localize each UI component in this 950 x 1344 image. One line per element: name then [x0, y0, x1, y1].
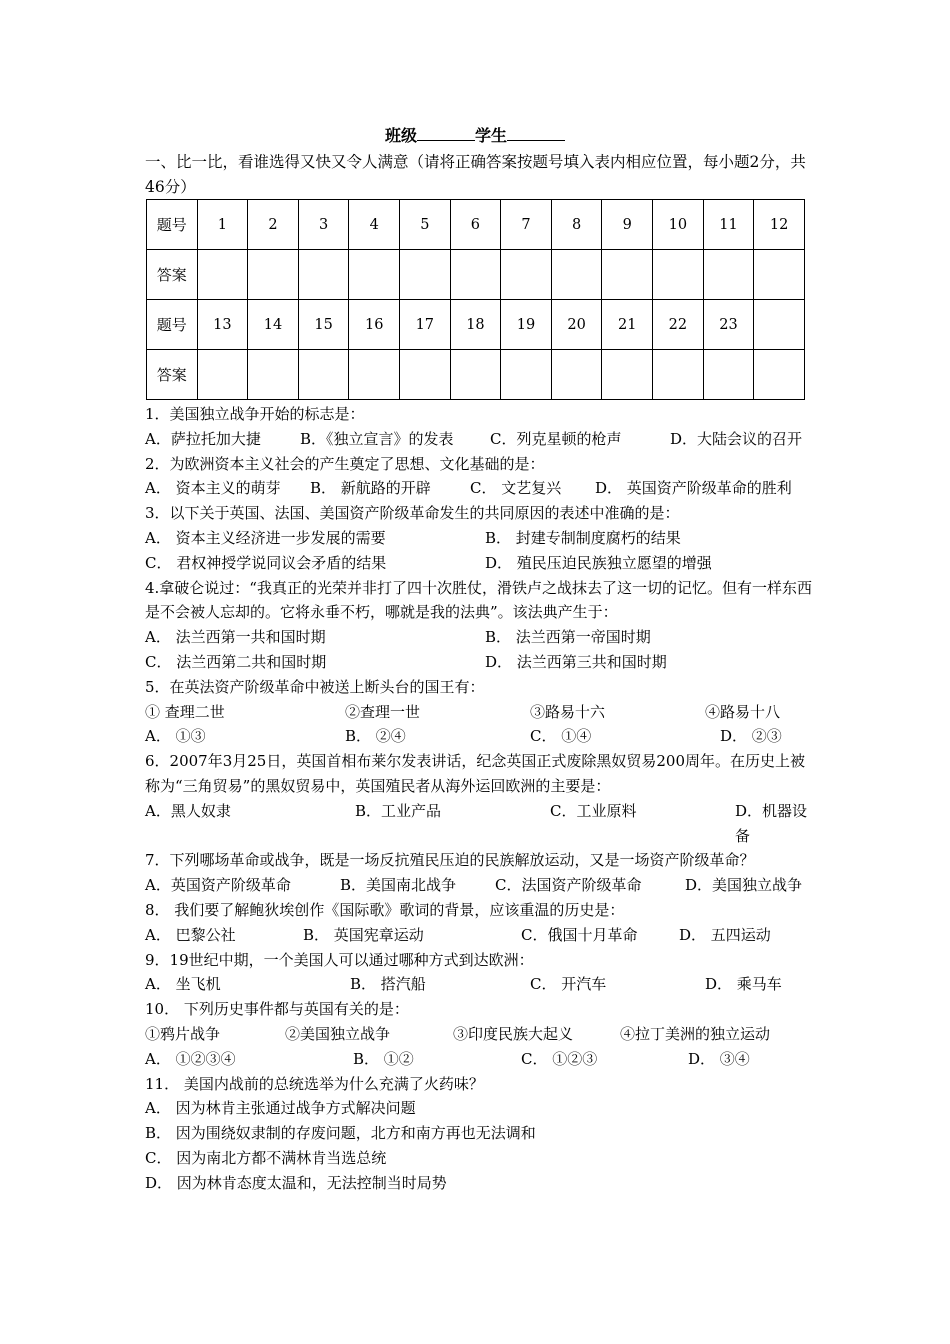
- choice-4: ④路易十八: [705, 702, 781, 721]
- answer-cell[interactable]: [400, 250, 451, 300]
- table-cell: 16: [349, 300, 400, 350]
- options-row: [145, 1047, 815, 1072]
- option-b: B． ①②: [353, 1049, 414, 1068]
- option-b: B． 法兰西第一帝国时期: [485, 628, 651, 647]
- question-stem: 3．以下关于英国、法国、美国资产阶级革命发生的共同原因的表述中准确的是：: [145, 504, 680, 523]
- table-cell: 8: [551, 200, 602, 250]
- option-a: A． ①③: [145, 727, 206, 746]
- table-cell: 13: [197, 300, 248, 350]
- option-d: D． 因为林肯态度太温和，无法控制当时局势: [145, 1173, 447, 1192]
- options-row: [145, 873, 815, 898]
- option-c: C．列克星顿的枪声: [490, 429, 622, 448]
- question-stem: 11． 美国内战前的总统选举为什么充满了火药味？: [145, 1074, 484, 1093]
- question-stem: 7．下列哪场革命或战争，既是一场反抗殖民压迫的民族解放运动，又是一场资产阶级革命？: [145, 851, 755, 870]
- answer-cell[interactable]: [400, 350, 451, 400]
- answer-cell[interactable]: [703, 250, 754, 300]
- table-cell: 2: [248, 200, 299, 250]
- answer-cell[interactable]: [703, 350, 754, 400]
- answer-cell[interactable]: [754, 350, 805, 400]
- option-b: B．工业产品: [355, 801, 442, 820]
- choice-4: ④拉丁美洲的独立运动: [620, 1024, 771, 1043]
- table-row: [147, 250, 805, 300]
- option-a: A． 资本主义经济进一步发展的需要: [145, 528, 386, 547]
- table-cell: 15: [298, 300, 349, 350]
- choices-row: [145, 700, 815, 725]
- table-cell: 4: [349, 200, 400, 250]
- options-row: [145, 724, 815, 749]
- option-c: C．法国资产阶级革命: [495, 876, 642, 895]
- option-a: A．英国资产阶级革命: [145, 876, 291, 895]
- row-label-number: 题号: [147, 200, 198, 250]
- option-b: B． 新航路的开辟: [310, 479, 431, 498]
- section-instructions: 一、比一比，看谁选得又快又令人满意（请将正确答案按题号填入表内相应位置，每小题2分，共46分）: [145, 153, 806, 196]
- table-row: [147, 350, 805, 400]
- option-a: A． 坐飞机: [145, 975, 221, 994]
- table-cell: 22: [653, 300, 704, 350]
- option-b: B．《独立宣言》的发表: [300, 429, 454, 448]
- table-cell: 18: [450, 300, 501, 350]
- choice-2: ②美国独立战争: [285, 1024, 391, 1043]
- table-cell: 17: [400, 300, 451, 350]
- answer-cell[interactable]: [501, 250, 552, 300]
- option-b: B． 英国宪章运动: [303, 925, 424, 944]
- option-a: A．黑人奴隶: [145, 801, 231, 820]
- answer-table: [146, 199, 805, 400]
- answer-cell[interactable]: [551, 250, 602, 300]
- option-c: C．工业原料: [550, 801, 637, 820]
- question-stem: 4.拿破仑说过：“我真正的光荣并非打了四十次胜仗，滑铁卢之战抹去了这一切的记忆。但有一样东西是不会被人忘却的。它将永垂不朽，哪就是我的法典”。该法典产生于：: [145, 578, 812, 622]
- row-label-answer: 答案: [147, 250, 198, 300]
- answer-cell[interactable]: [450, 250, 501, 300]
- table-cell: 19: [501, 300, 552, 350]
- answer-cell[interactable]: [349, 250, 400, 300]
- choice-3: ③印度民族大起义: [453, 1024, 574, 1043]
- student-label: 学生: [475, 126, 508, 145]
- answer-cell[interactable]: [298, 350, 349, 400]
- option-a: A． 巴黎公社: [145, 925, 236, 944]
- option-d: D． 法兰西第三共和国时期: [485, 652, 667, 671]
- option-c: C．俄国十月革命: [521, 925, 638, 944]
- option-d: D． 五四运动: [679, 925, 771, 944]
- table-cell: [754, 300, 805, 350]
- exam-header: [0, 125, 950, 147]
- answer-cell[interactable]: [653, 350, 704, 400]
- table-cell: 10: [653, 200, 704, 250]
- answer-cell[interactable]: [298, 250, 349, 300]
- table-cell: 9: [602, 200, 653, 250]
- option-b: B． 搭汽船: [350, 975, 426, 994]
- answer-cell[interactable]: [501, 350, 552, 400]
- option-b: B． 因为围绕奴隶制的存废问题，北方和南方再也无法调和: [145, 1124, 536, 1143]
- answer-cell[interactable]: [248, 350, 299, 400]
- answer-cell[interactable]: [248, 250, 299, 300]
- table-cell: 23: [703, 300, 754, 350]
- option-c: C． 因为南北方都不满林肯当选总统: [145, 1148, 387, 1167]
- options-row: [145, 427, 815, 452]
- answer-cell[interactable]: [197, 250, 248, 300]
- options-row: [145, 476, 815, 501]
- option-c: C． ①④: [530, 727, 592, 746]
- option-d: D．机器设备: [735, 801, 808, 845]
- choice-1: ①鸦片战争: [145, 1024, 221, 1043]
- choice-2: ②查理一世: [345, 702, 421, 721]
- table-cell: 5: [400, 200, 451, 250]
- table-cell: 3: [298, 200, 349, 250]
- option-b: B． ②④: [345, 727, 406, 746]
- option-d: D．大陆会议的召开: [670, 429, 803, 448]
- answer-cell[interactable]: [754, 250, 805, 300]
- answer-cell[interactable]: [602, 250, 653, 300]
- answer-cell[interactable]: [551, 350, 602, 400]
- question-stem: 8． 我们要了解鲍狄埃创作《国际歌》歌词的背景，应该重温的历史是：: [145, 900, 625, 919]
- choice-3: ③路易十六: [530, 702, 606, 721]
- option-d: D． 英国资产阶级革命的胜利: [595, 479, 792, 498]
- table-row: [147, 300, 805, 350]
- option-a: A．萨拉托加大捷: [145, 429, 261, 448]
- answer-cell[interactable]: [450, 350, 501, 400]
- table-cell: 11: [703, 200, 754, 250]
- class-label: 班级: [384, 126, 417, 145]
- question-stem: 10． 下列历史事件都与英国有关的是：: [145, 1000, 409, 1019]
- options-row: [145, 799, 815, 849]
- option-d: D． ③④: [688, 1049, 750, 1068]
- options-row: [145, 923, 815, 948]
- options-row: [145, 972, 815, 997]
- option-c: C． 开汽车: [530, 975, 607, 994]
- option-d: D． ②③: [720, 727, 782, 746]
- options-row: [145, 625, 815, 650]
- student-blank: [507, 128, 565, 141]
- option-b: B． 封建专制制度腐朽的结果: [485, 528, 681, 547]
- options-row: [145, 526, 815, 551]
- option-c: C． ①②③: [521, 1049, 598, 1068]
- table-cell: 1: [197, 200, 248, 250]
- table-cell: 20: [551, 300, 602, 350]
- question-stem: 6．2007年3月25日，英国首相布莱尔发表讲话，纪念英国正式废除黑奴贸易200周年。在历史上被称为“三角贸易”的黑奴贸易中，英国殖民者从海外运回欧洲的主要是：: [145, 752, 805, 795]
- question-stem: 2．为欧洲资本主义社会的产生奠定了思想、文化基础的是：: [145, 454, 545, 473]
- option-a: A． 法兰西第一共和国时期: [145, 628, 326, 647]
- answer-cell[interactable]: [602, 350, 653, 400]
- option-d: D． 殖民压迫民族独立愿望的增强: [485, 553, 712, 572]
- option-c: C． 文艺复兴: [470, 479, 562, 498]
- answer-cell[interactable]: [349, 350, 400, 400]
- option-b: B．美国南北战争: [340, 876, 457, 895]
- row-label-answer: 答案: [147, 350, 198, 400]
- option-a: A． 因为林肯主张通过战争方式解决问题: [145, 1099, 416, 1118]
- question-stem: 9．19世纪中期，一个美国人可以通过哪种方式到达欧洲：: [145, 950, 534, 969]
- question-stem: 5．在英法资产阶级革命中被送上断头台的国王有：: [145, 677, 485, 696]
- option-a: A． ①②③④: [145, 1049, 236, 1068]
- class-blank: [417, 128, 475, 141]
- question-stem: 1．美国独立战争开始的标志是：: [145, 405, 365, 423]
- choices-row: [145, 1022, 815, 1047]
- option-d: D．美国独立战争: [685, 876, 803, 895]
- row-label-number: 题号: [147, 300, 198, 350]
- table-cell: 21: [602, 300, 653, 350]
- option-d: D． 乘马车: [705, 975, 782, 994]
- table-cell: 14: [248, 300, 299, 350]
- table-cell: 6: [450, 200, 501, 250]
- answer-cell[interactable]: [653, 250, 704, 300]
- choice-1: ① 查理二世: [145, 702, 225, 721]
- table-cell: 12: [754, 200, 805, 250]
- answer-cell[interactable]: [197, 350, 248, 400]
- question-list: [145, 402, 815, 1196]
- table-cell: 7: [501, 200, 552, 250]
- option-c: C． 法兰西第二共和国时期: [145, 652, 327, 671]
- options-row: [145, 551, 815, 576]
- table-row: [147, 200, 805, 250]
- option-c: C． 君权神授学说同议会矛盾的结果: [145, 553, 387, 572]
- option-a: A． 资本主义的萌芽: [145, 479, 281, 498]
- options-row: [145, 650, 815, 675]
